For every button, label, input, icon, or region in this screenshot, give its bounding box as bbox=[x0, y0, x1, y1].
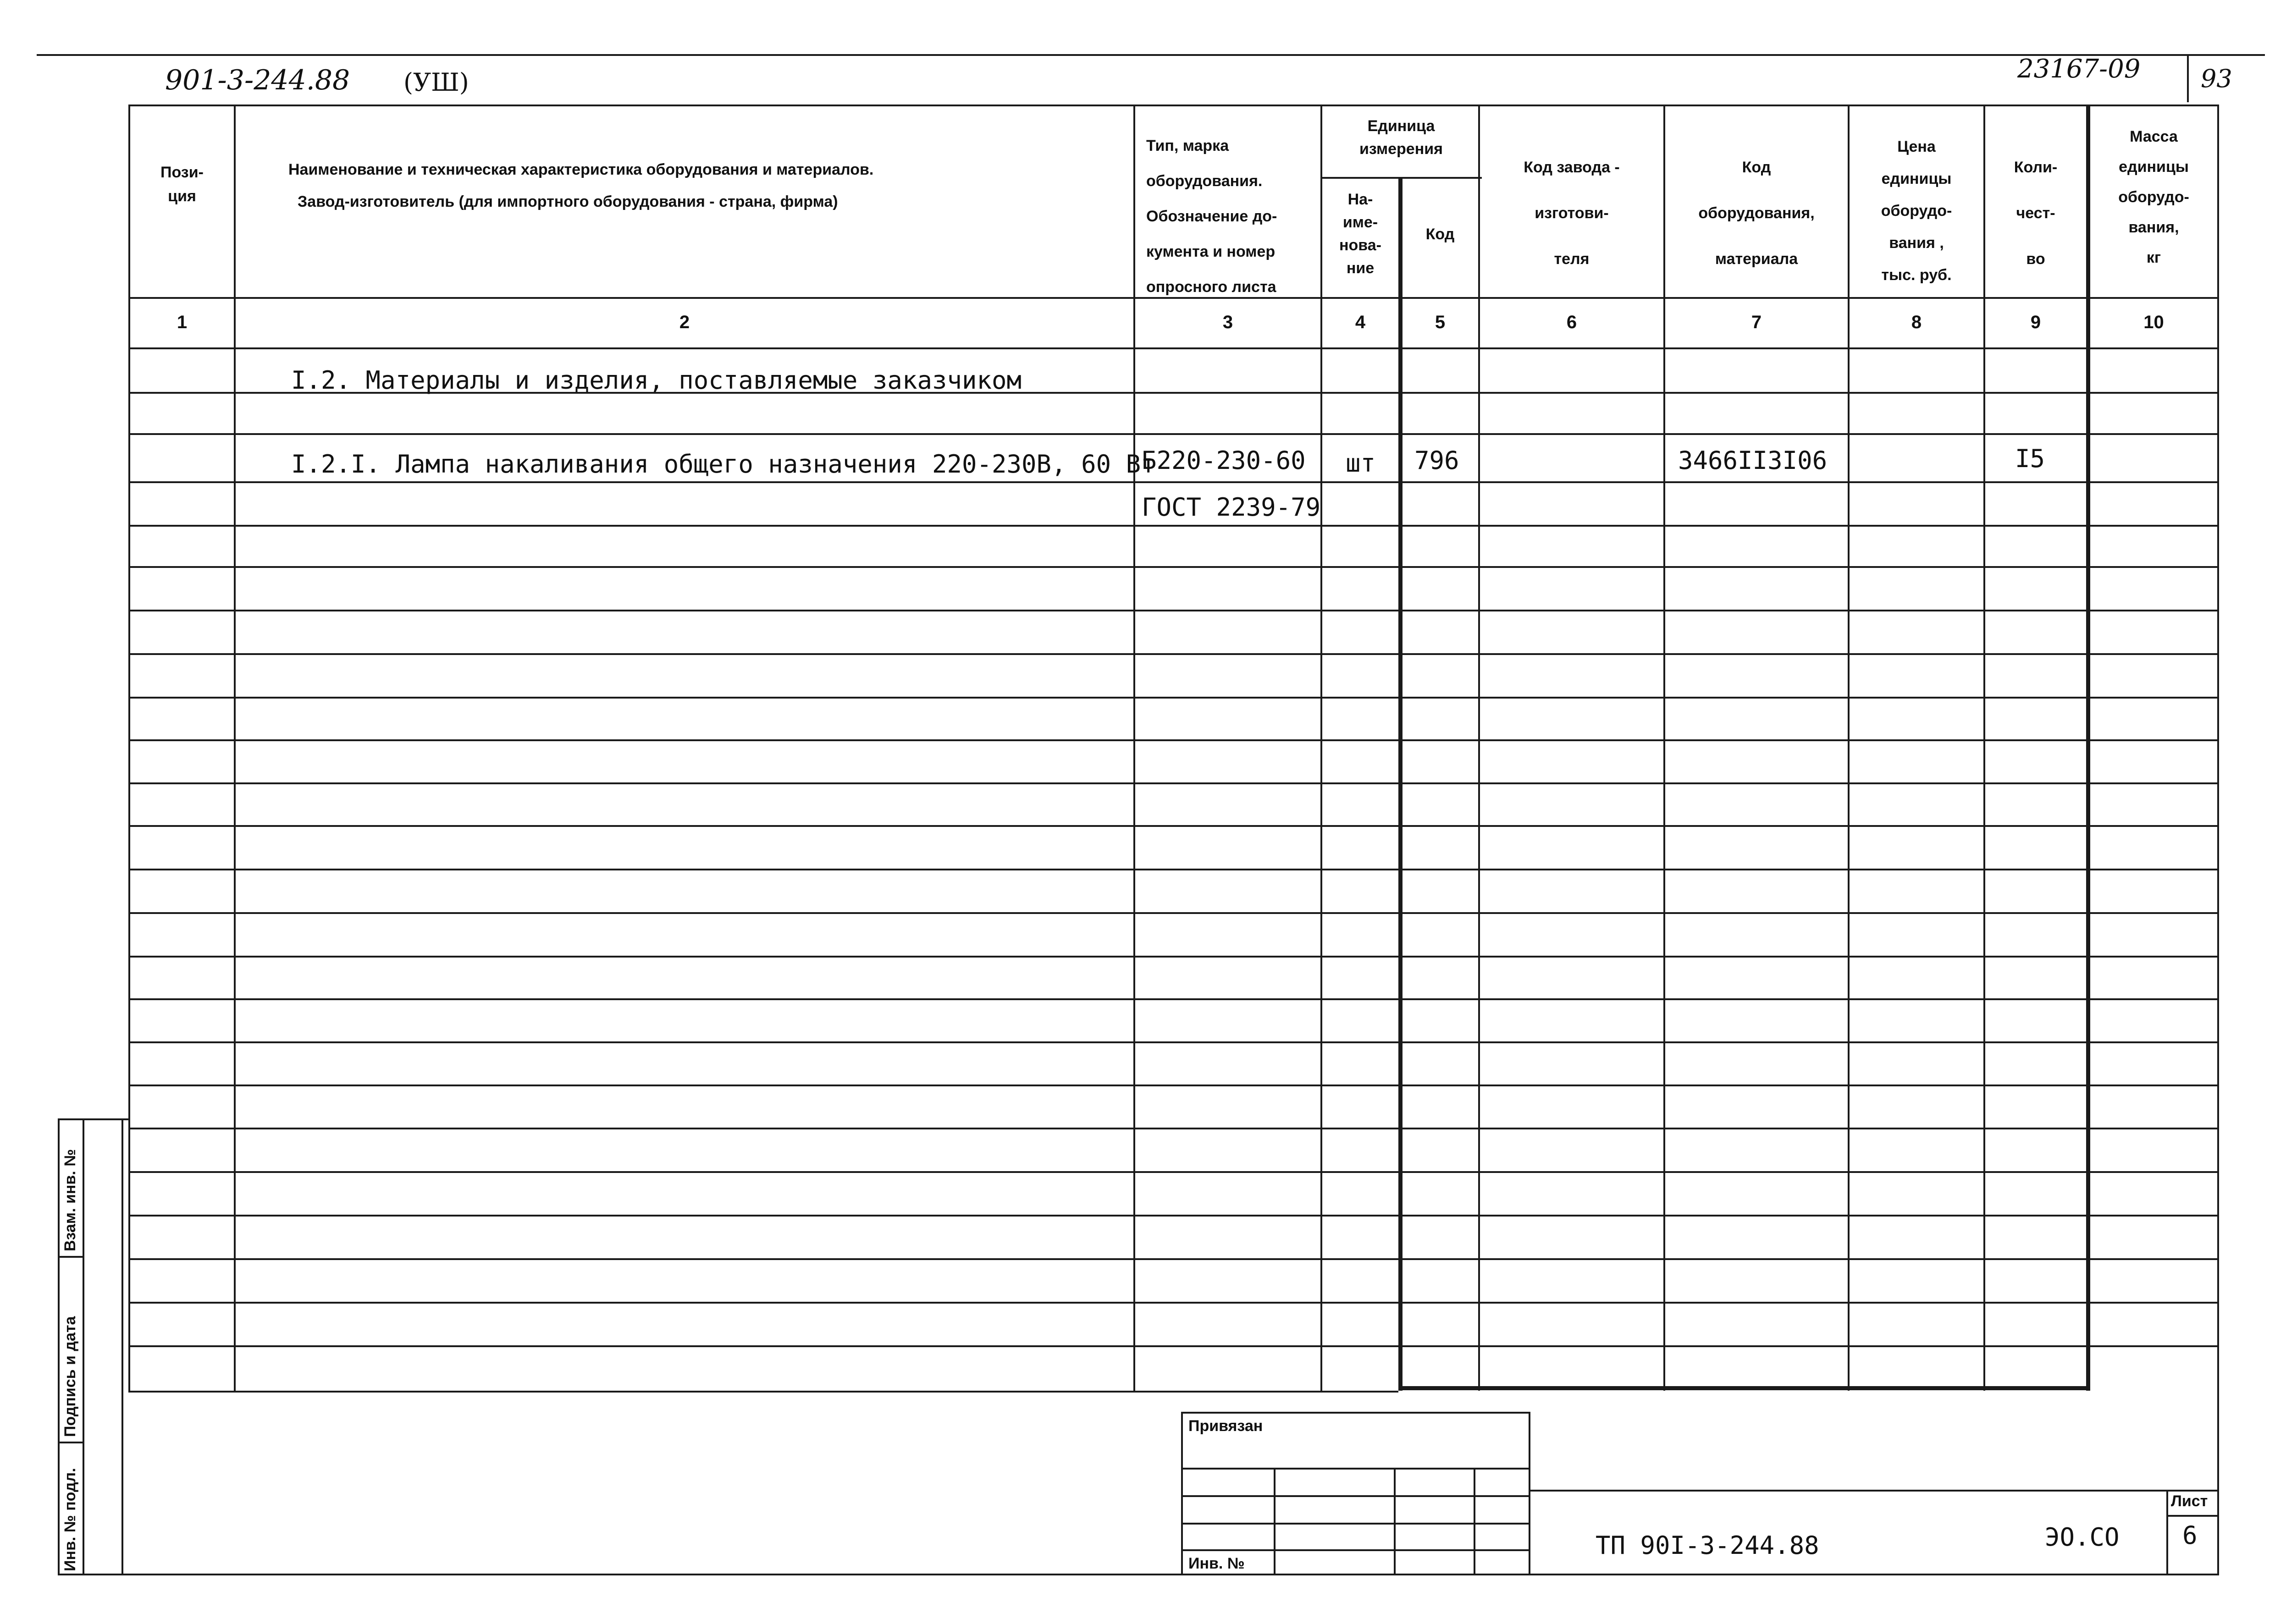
section-roman: (УШ) bbox=[403, 68, 469, 97]
top-rule bbox=[37, 54, 2265, 56]
header-unit-group: Единица измерения bbox=[1359, 117, 1443, 158]
stamp-right bbox=[1529, 1412, 1530, 1574]
row-line bbox=[128, 566, 2217, 568]
row-line bbox=[128, 825, 2217, 827]
row-line bbox=[128, 1128, 2217, 1129]
stamp-col-1 bbox=[1274, 1468, 1276, 1574]
side-label-podpis: Подпись и дата bbox=[61, 1316, 79, 1437]
header-type: Тип, марка оборудования. Обозначение до- кумента и номер опросного листа bbox=[1146, 137, 1277, 296]
side-label-inv: Инв. № подл. bbox=[61, 1468, 79, 1571]
table-bottom-border bbox=[1398, 1386, 2090, 1390]
row-line bbox=[128, 1302, 2217, 1304]
row-1-name: I.2. Материалы и изделия, поставляемые заказчиком bbox=[291, 366, 1022, 395]
row-3-type: Б220-230-60 bbox=[1142, 446, 1306, 475]
column-number-7: 7 bbox=[1751, 312, 1762, 332]
row-line bbox=[128, 1215, 2217, 1217]
archive-number: 23167-09 bbox=[2017, 54, 2141, 84]
sheet-box-left bbox=[2166, 1490, 2168, 1574]
stamp-top bbox=[1181, 1412, 1529, 1414]
row-3-code: 796 bbox=[1414, 446, 1459, 475]
row-3-unit: шт bbox=[1346, 449, 1376, 478]
row-line bbox=[128, 653, 2217, 655]
stamp-col-2 bbox=[1394, 1468, 1396, 1574]
side-strip-left bbox=[58, 1118, 60, 1574]
column-number-2: 2 bbox=[679, 312, 690, 332]
header-name: Наименование и техническая характеристика оборудования и материалов. Завод-изготовитель (для импортного оборудования - страна, фирма) bbox=[288, 161, 874, 210]
column-number-5: 5 bbox=[1435, 312, 1446, 332]
table-right-border bbox=[2217, 105, 2219, 1574]
header-unit-name: На- име- нова- ние bbox=[1339, 191, 1381, 277]
column-number-1: 1 bbox=[177, 312, 188, 332]
row-3-equip-code: 3466II3I06 bbox=[1678, 446, 1828, 475]
row-4-type: ГОСТ 2239-79 bbox=[1142, 493, 1321, 522]
doc-code-handwritten: 901-3-244.88 bbox=[165, 64, 350, 96]
col-divider-4 bbox=[1398, 177, 1403, 1391]
col-divider-9 bbox=[2086, 105, 2090, 1391]
row-3-quantity: I5 bbox=[2015, 444, 2045, 473]
row-line bbox=[128, 998, 2217, 1000]
row-line bbox=[128, 912, 2217, 914]
header-price: Цена единицы оборудо- вания , тыс. руб. bbox=[1881, 138, 1952, 284]
side-strip-divider-2 bbox=[58, 1442, 84, 1443]
sheet-value: 6 bbox=[2182, 1521, 2198, 1550]
side-strip-divider-1 bbox=[58, 1256, 84, 1258]
frame-bottom bbox=[58, 1574, 2219, 1575]
doc-mark: ЭО.СО bbox=[2045, 1523, 2120, 1552]
title-block-top bbox=[1529, 1490, 2219, 1492]
row-line bbox=[128, 697, 2217, 699]
row-line bbox=[128, 869, 2217, 870]
column-number-4: 4 bbox=[1355, 312, 1366, 332]
row-line bbox=[128, 782, 2217, 784]
stamp-inv-no: Инв. № bbox=[1188, 1555, 1245, 1572]
row-line bbox=[128, 1258, 2217, 1260]
row-line bbox=[128, 1085, 2217, 1086]
stamp-row-3 bbox=[1181, 1523, 1529, 1525]
stamp-row-4 bbox=[1181, 1549, 1529, 1551]
stamp-col-3 bbox=[1474, 1468, 1475, 1574]
page-number-divider bbox=[2187, 54, 2189, 102]
row-line bbox=[128, 610, 2217, 611]
frame-inner-left bbox=[121, 1118, 123, 1574]
colnum-bottom-border bbox=[128, 347, 2217, 349]
sheet-label: Лист bbox=[2171, 1492, 2208, 1510]
column-number-10: 10 bbox=[2143, 312, 2164, 332]
column-number-6: 6 bbox=[1566, 312, 1577, 332]
row-3-name: I.2.I. Лампа накаливания общего назначения 220-230В, 60 Вт bbox=[291, 450, 1156, 479]
page-number-handwritten: 93 bbox=[2201, 64, 2232, 93]
stamp-row-2 bbox=[1181, 1495, 1529, 1497]
row-line bbox=[128, 1171, 2217, 1173]
row-line bbox=[128, 1345, 2217, 1347]
side-strip-top bbox=[58, 1118, 84, 1120]
side-strip-right bbox=[83, 1118, 84, 1574]
stamp-privyazan: Привязан bbox=[1188, 1417, 1263, 1435]
header-mass: Масса единицы оборудо- вания, кг bbox=[2118, 128, 2189, 266]
row-line bbox=[128, 956, 2217, 958]
row-line bbox=[128, 739, 2217, 741]
column-number-3: 3 bbox=[1222, 312, 1233, 332]
doc-title: ТП 90I-3-244.88 bbox=[1596, 1531, 1819, 1560]
row-line bbox=[128, 433, 2217, 435]
header-factory-code: Код завода - изготови- теля bbox=[1524, 159, 1620, 268]
row-line bbox=[128, 1041, 2217, 1043]
header-equipment-code: Код оборудования, материала bbox=[1698, 159, 1815, 268]
stamp-row-1 bbox=[1181, 1468, 1529, 1470]
column-number-8: 8 bbox=[1911, 312, 1922, 332]
table-top-border bbox=[128, 105, 2217, 106]
header-quantity: Коли- чест- во bbox=[2014, 159, 2058, 268]
header-position: Пози- ция bbox=[160, 164, 204, 205]
column-number-9: 9 bbox=[2030, 312, 2041, 332]
table-body-bottom bbox=[128, 1391, 1398, 1393]
sheet-box-divider bbox=[2166, 1515, 2219, 1517]
side-label-vzam: Взам. инв. № bbox=[61, 1149, 79, 1251]
header-unit-code: Код bbox=[1425, 226, 1455, 243]
